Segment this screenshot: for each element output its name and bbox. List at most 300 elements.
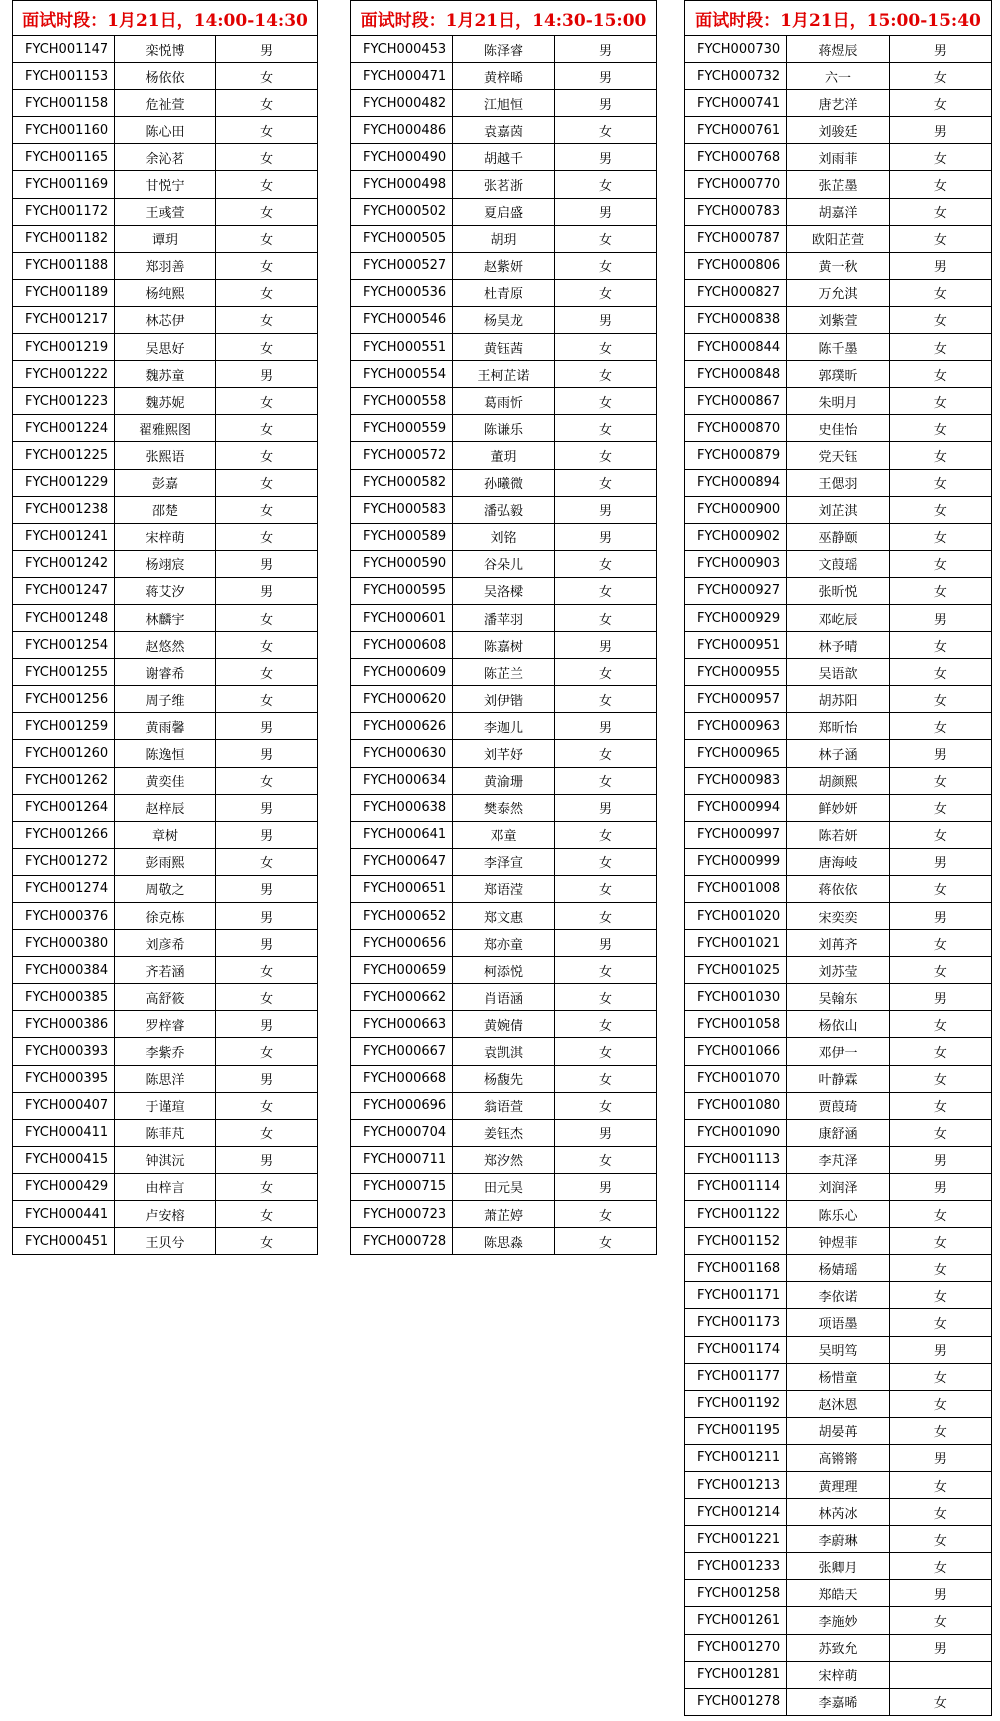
- candidate-gender: 女: [889, 1553, 991, 1580]
- candidate-name: 罗梓睿: [114, 1011, 216, 1038]
- candidate-id: FYCH000867: [685, 388, 787, 415]
- candidate-id: FYCH000505: [351, 225, 453, 252]
- table-row: [685, 523, 992, 550]
- table-row: [685, 1471, 992, 1498]
- session-title: 面试时段：1月21日，14:30-15:00: [351, 1, 657, 36]
- table-row: [13, 550, 318, 577]
- candidate-name: 张昕悦: [787, 577, 889, 604]
- candidate-name: 鲜妙妍: [787, 794, 889, 821]
- candidate-gender: 女: [216, 144, 318, 171]
- candidate-gender: 女: [555, 334, 657, 361]
- candidate-gender: 男: [216, 1011, 318, 1038]
- candidate-id: FYCH001255: [13, 659, 115, 686]
- candidate-name: 黄一秋: [787, 252, 889, 279]
- table-row: [685, 1526, 992, 1553]
- candidate-id: FYCH001153: [13, 63, 115, 90]
- table-row: [685, 686, 992, 713]
- candidate-gender: 男: [555, 198, 657, 225]
- candidate-gender: 女: [889, 686, 991, 713]
- table-row: [685, 252, 992, 279]
- table-row: [685, 1336, 992, 1363]
- candidate-gender: 女: [216, 334, 318, 361]
- candidate-gender: 女: [216, 63, 318, 90]
- candidate-id: FYCH000595: [351, 577, 453, 604]
- candidate-name: 王偲羽: [787, 469, 889, 496]
- table-row: [351, 713, 657, 740]
- table-row: [351, 469, 657, 496]
- table-row: [13, 1011, 318, 1038]
- candidate-gender: 女: [555, 442, 657, 469]
- table-row: [351, 767, 657, 794]
- candidate-name: 李依诺: [787, 1282, 889, 1309]
- table-row: [685, 171, 992, 198]
- candidate-gender: 男: [216, 36, 318, 63]
- table-row: [351, 415, 657, 442]
- candidate-name: 刘骏廷: [787, 117, 889, 144]
- session-table-body: [685, 36, 992, 1716]
- candidate-name: 杨惜童: [787, 1363, 889, 1390]
- candidate-id: FYCH000704: [351, 1119, 453, 1146]
- candidate-name: 李泽宣: [453, 848, 555, 875]
- candidate-gender: 女: [555, 279, 657, 306]
- candidate-id: FYCH000490: [351, 144, 453, 171]
- candidate-name: 康舒涵: [787, 1119, 889, 1146]
- candidate-name: 李芃泽: [787, 1146, 889, 1173]
- candidate-id: FYCH000994: [685, 794, 787, 821]
- candidate-gender: 男: [889, 1444, 991, 1471]
- candidate-name: 谭玥: [114, 225, 216, 252]
- candidate-id: FYCH000848: [685, 361, 787, 388]
- candidate-id: FYCH001238: [13, 496, 115, 523]
- candidate-id: FYCH001171: [685, 1282, 787, 1309]
- candidate-name: 杜青原: [453, 279, 555, 306]
- candidate-id: FYCH001256: [13, 686, 115, 713]
- candidate-gender: 女: [889, 875, 991, 902]
- candidate-gender: 女: [889, 144, 991, 171]
- candidate-name: 杨依依: [114, 63, 216, 90]
- candidate-id: FYCH000983: [685, 767, 787, 794]
- candidate-gender: 女: [555, 1092, 657, 1119]
- table-row: [13, 171, 318, 198]
- candidate-id: FYCH001008: [685, 875, 787, 902]
- candidate-name: 郑皓天: [787, 1580, 889, 1607]
- candidate-id: FYCH001070: [685, 1065, 787, 1092]
- candidate-id: FYCH000783: [685, 198, 787, 225]
- table-row: [685, 713, 992, 740]
- table-row: [685, 306, 992, 333]
- candidate-id: FYCH001189: [13, 279, 115, 306]
- candidate-id: FYCH000609: [351, 659, 453, 686]
- candidate-name: 郑语滢: [453, 875, 555, 902]
- candidate-id: FYCH000582: [351, 469, 453, 496]
- table-row: [351, 1228, 657, 1255]
- candidate-name: 张芷墨: [787, 171, 889, 198]
- table-row: [351, 686, 657, 713]
- table-row: [13, 225, 318, 252]
- candidate-name: 余沁茗: [114, 144, 216, 171]
- candidate-gender: 女: [889, 550, 991, 577]
- candidate-gender: 女: [555, 875, 657, 902]
- candidate-id: FYCH000902: [685, 523, 787, 550]
- table-row: [13, 496, 318, 523]
- candidate-gender: 男: [216, 930, 318, 957]
- candidate-gender: 女: [555, 252, 657, 279]
- candidate-name: 彭雨熙: [114, 848, 216, 875]
- table-row: [685, 659, 992, 686]
- table-row: [13, 659, 318, 686]
- candidate-name: 郑羽善: [114, 252, 216, 279]
- table-row: [685, 903, 992, 930]
- candidate-gender: 男: [216, 1146, 318, 1173]
- candidate-id: FYCH001021: [685, 930, 787, 957]
- candidate-name: 王柯芷诺: [453, 361, 555, 388]
- candidate-id: FYCH001272: [13, 848, 115, 875]
- candidate-id: FYCH001229: [13, 469, 115, 496]
- candidate-gender: 女: [889, 1201, 991, 1228]
- candidate-gender: 女: [889, 1363, 991, 1390]
- candidate-gender: 男: [555, 632, 657, 659]
- candidate-id: FYCH001224: [13, 415, 115, 442]
- candidate-gender: [889, 1661, 991, 1688]
- candidate-name: 林芮冰: [787, 1499, 889, 1526]
- candidate-name: 黄雨馨: [114, 713, 216, 740]
- candidate-id: FYCH000502: [351, 198, 453, 225]
- candidate-gender: 女: [889, 1688, 991, 1715]
- table-row: [351, 659, 657, 686]
- candidate-id: FYCH000536: [351, 279, 453, 306]
- candidate-name: 郑汐然: [453, 1146, 555, 1173]
- table-row: [685, 632, 992, 659]
- table-row: [13, 767, 318, 794]
- candidate-id: FYCH000583: [351, 496, 453, 523]
- candidate-name: 蒋依依: [787, 875, 889, 902]
- table-row: [351, 1038, 657, 1065]
- table-row: [13, 306, 318, 333]
- table-row: [351, 632, 657, 659]
- candidate-gender: 女: [889, 821, 991, 848]
- candidate-name: 黄婉倩: [453, 1011, 555, 1038]
- candidate-name: 赵沐恩: [787, 1390, 889, 1417]
- candidate-gender: 男: [555, 496, 657, 523]
- candidate-id: FYCH001254: [13, 632, 115, 659]
- candidate-gender: 女: [889, 930, 991, 957]
- table-row: [351, 496, 657, 523]
- candidate-name: 吴翰东: [787, 984, 889, 1011]
- candidate-name: 魏苏妮: [114, 388, 216, 415]
- candidate-gender: 男: [216, 361, 318, 388]
- table-row: [685, 1553, 992, 1580]
- table-row: [13, 1146, 318, 1173]
- candidate-name: 葛雨忻: [453, 388, 555, 415]
- candidate-gender: 男: [889, 740, 991, 767]
- table-row: [13, 1173, 318, 1200]
- candidate-id: FYCH000965: [685, 740, 787, 767]
- candidate-gender: 女: [889, 63, 991, 90]
- candidate-id: FYCH001281: [685, 1661, 787, 1688]
- candidate-name: 胡苏阳: [787, 686, 889, 713]
- candidate-gender: 女: [889, 1065, 991, 1092]
- table-row: [685, 1119, 992, 1146]
- candidate-name: 李紫乔: [114, 1038, 216, 1065]
- candidate-gender: 女: [555, 1228, 657, 1255]
- candidate-name: 栾悦博: [114, 36, 216, 63]
- candidate-gender: 男: [555, 794, 657, 821]
- candidate-name: 张熙语: [114, 442, 216, 469]
- candidate-id: FYCH001174: [685, 1336, 787, 1363]
- candidate-gender: 女: [216, 767, 318, 794]
- session-table: [12, 0, 318, 1255]
- table-row: [351, 1173, 657, 1200]
- candidate-id: FYCH001270: [685, 1634, 787, 1661]
- candidate-id: FYCH000471: [351, 63, 453, 90]
- candidate-name: 刘紫萱: [787, 306, 889, 333]
- candidate-id: FYCH001241: [13, 523, 115, 550]
- candidate-name: 杨馥先: [453, 1065, 555, 1092]
- candidate-gender: 女: [555, 388, 657, 415]
- table-row: [13, 279, 318, 306]
- candidate-name: 陈谦乐: [453, 415, 555, 442]
- candidate-name: 吴思好: [114, 334, 216, 361]
- candidate-name: 胡嘉洋: [787, 198, 889, 225]
- candidate-id: FYCH000411: [13, 1119, 115, 1146]
- candidate-id: FYCH001160: [13, 117, 115, 144]
- candidate-name: 刘伊锴: [453, 686, 555, 713]
- candidate-id: FYCH001247: [13, 577, 115, 604]
- candidate-gender: 女: [889, 469, 991, 496]
- candidate-name: 陈千墨: [787, 334, 889, 361]
- candidate-id: FYCH000963: [685, 713, 787, 740]
- table-row: [13, 713, 318, 740]
- candidate-id: FYCH000630: [351, 740, 453, 767]
- candidate-gender: 男: [889, 848, 991, 875]
- candidate-gender: 女: [555, 550, 657, 577]
- session-title: 面试时段：1月21日，14:00-14:30: [13, 1, 318, 36]
- candidate-gender: 女: [889, 1607, 991, 1634]
- candidate-gender: 男: [216, 577, 318, 604]
- candidate-id: FYCH001214: [685, 1499, 787, 1526]
- table-row: [351, 334, 657, 361]
- candidate-gender: 女: [889, 767, 991, 794]
- candidate-name: 唐艺洋: [787, 90, 889, 117]
- table-row: [351, 1201, 657, 1228]
- candidate-id: FYCH000999: [685, 848, 787, 875]
- table-row: [685, 875, 992, 902]
- candidate-id: FYCH001090: [685, 1119, 787, 1146]
- candidate-gender: 女: [555, 848, 657, 875]
- candidate-gender: 女: [216, 415, 318, 442]
- candidate-id: FYCH000376: [13, 903, 115, 930]
- candidate-id: FYCH001262: [13, 767, 115, 794]
- candidate-id: FYCH000558: [351, 388, 453, 415]
- table-row: [685, 415, 992, 442]
- table-row: [13, 252, 318, 279]
- candidate-name: 宋梓萌: [787, 1661, 889, 1688]
- candidate-name: 刘苏莹: [787, 957, 889, 984]
- table-row: [351, 388, 657, 415]
- table-row: [685, 1065, 992, 1092]
- candidate-name: 江旭恒: [453, 90, 555, 117]
- table-row: [685, 1499, 992, 1526]
- candidate-name: 邓屹辰: [787, 604, 889, 631]
- candidate-gender: 女: [555, 469, 657, 496]
- candidate-gender: 女: [216, 442, 318, 469]
- table-row: [13, 848, 318, 875]
- candidate-gender: 男: [216, 875, 318, 902]
- candidate-gender: 女: [555, 686, 657, 713]
- candidate-id: FYCH000806: [685, 252, 787, 279]
- candidate-id: FYCH000620: [351, 686, 453, 713]
- candidate-id: FYCH001223: [13, 388, 115, 415]
- table-row: [13, 577, 318, 604]
- candidate-name: 郑文惠: [453, 903, 555, 930]
- table-row: [13, 144, 318, 171]
- table-row: [685, 794, 992, 821]
- table-row: [13, 36, 318, 63]
- table-row: [351, 117, 657, 144]
- candidate-name: 叶静霖: [787, 1065, 889, 1092]
- candidate-gender: 女: [889, 171, 991, 198]
- table-row: [13, 117, 318, 144]
- candidate-id: FYCH001169: [13, 171, 115, 198]
- table-row: [685, 821, 992, 848]
- candidate-gender: 女: [889, 496, 991, 523]
- table-row: [351, 225, 657, 252]
- table-row: [13, 442, 318, 469]
- table-row: [351, 361, 657, 388]
- candidate-gender: 女: [889, 957, 991, 984]
- candidate-gender: 女: [555, 740, 657, 767]
- candidate-name: 赵紫妍: [453, 252, 555, 279]
- table-row: [351, 1119, 657, 1146]
- candidate-name: 宋梓萌: [114, 523, 216, 550]
- candidate-name: 贾葭琦: [787, 1092, 889, 1119]
- candidate-gender: 男: [889, 1336, 991, 1363]
- candidate-gender: 女: [555, 767, 657, 794]
- candidate-name: 杨纯熙: [114, 279, 216, 306]
- candidate-id: FYCH000732: [685, 63, 787, 90]
- table-row: [351, 1092, 657, 1119]
- candidate-name: 邓伊一: [787, 1038, 889, 1065]
- candidate-id: FYCH000451: [13, 1228, 115, 1255]
- table-row: [13, 469, 318, 496]
- candidate-id: FYCH000728: [351, 1228, 453, 1255]
- table-row: [685, 848, 992, 875]
- table-row: [685, 550, 992, 577]
- table-row: [685, 1580, 992, 1607]
- table-row: [351, 252, 657, 279]
- candidate-id: FYCH000730: [685, 36, 787, 63]
- candidate-name: 吴明笃: [787, 1336, 889, 1363]
- candidate-id: FYCH000659: [351, 957, 453, 984]
- candidate-id: FYCH000641: [351, 821, 453, 848]
- session-column-3: [684, 0, 992, 1716]
- candidate-gender: 男: [889, 604, 991, 631]
- candidate-gender: 男: [216, 713, 318, 740]
- candidate-name: 由梓言: [114, 1173, 216, 1200]
- candidate-name: 党天钰: [787, 442, 889, 469]
- candidate-gender: 女: [216, 984, 318, 1011]
- candidate-id: FYCH000380: [13, 930, 115, 957]
- candidate-name: 萧芷婷: [453, 1201, 555, 1228]
- candidate-name: 刘铭: [453, 523, 555, 550]
- candidate-name: 黄理理: [787, 1471, 889, 1498]
- table-row: [351, 36, 657, 63]
- candidate-id: FYCH000647: [351, 848, 453, 875]
- table-row: [685, 1607, 992, 1634]
- candidate-name: 卢安榕: [114, 1201, 216, 1228]
- candidate-gender: 女: [555, 225, 657, 252]
- candidate-gender: 女: [889, 1282, 991, 1309]
- candidate-gender: 男: [216, 740, 318, 767]
- candidate-id: FYCH000638: [351, 794, 453, 821]
- candidate-id: FYCH000407: [13, 1092, 115, 1119]
- candidate-id: FYCH001195: [685, 1417, 787, 1444]
- candidate-id: FYCH001260: [13, 740, 115, 767]
- candidate-id: FYCH000770: [685, 171, 787, 198]
- candidate-name: 徐克栋: [114, 903, 216, 930]
- table-row: [351, 821, 657, 848]
- table-row: [685, 361, 992, 388]
- candidate-gender: 女: [889, 90, 991, 117]
- table-row: [351, 903, 657, 930]
- session-title: 面试时段：1月21日，15:00-15:40: [685, 1, 992, 36]
- table-row: [13, 90, 318, 117]
- candidate-gender: 女: [555, 1146, 657, 1173]
- candidate-name: 项语墨: [787, 1309, 889, 1336]
- candidate-id: FYCH001147: [13, 36, 115, 63]
- table-row: [351, 848, 657, 875]
- candidate-name: 林子涵: [787, 740, 889, 767]
- candidate-id: FYCH001025: [685, 957, 787, 984]
- candidate-id: FYCH000651: [351, 875, 453, 902]
- table-row: [685, 957, 992, 984]
- table-row: [685, 1011, 992, 1038]
- candidate-name: 胡晏苒: [787, 1417, 889, 1444]
- table-row: [13, 361, 318, 388]
- candidate-id: FYCH000955: [685, 659, 787, 686]
- table-row: [685, 334, 992, 361]
- table-row: [13, 1119, 318, 1146]
- session-table-body: [13, 36, 318, 1255]
- table-row: [685, 1661, 992, 1688]
- candidate-name: 巫静颐: [787, 523, 889, 550]
- candidate-id: FYCH000879: [685, 442, 787, 469]
- table-row: [13, 1038, 318, 1065]
- candidate-id: FYCH001264: [13, 794, 115, 821]
- candidate-id: FYCH000827: [685, 279, 787, 306]
- candidate-id: FYCH000951: [685, 632, 787, 659]
- table-row: [351, 604, 657, 631]
- candidate-id: FYCH001222: [13, 361, 115, 388]
- table-row: [13, 740, 318, 767]
- candidate-name: 陈逸恒: [114, 740, 216, 767]
- candidate-name: 赵梓辰: [114, 794, 216, 821]
- session-column-2: [350, 0, 657, 1255]
- candidate-gender: 男: [216, 903, 318, 930]
- table-row: [13, 198, 318, 225]
- candidate-gender: 女: [889, 1526, 991, 1553]
- table-row: [13, 930, 318, 957]
- table-row: [13, 388, 318, 415]
- candidate-name: 潘苹羽: [453, 604, 555, 631]
- candidate-name: 陈乐心: [787, 1201, 889, 1228]
- table-row: [13, 794, 318, 821]
- candidate-name: 李嘉晞: [787, 1688, 889, 1715]
- candidate-gender: 男: [555, 930, 657, 957]
- candidate-gender: 男: [555, 306, 657, 333]
- candidate-name: 陈思洋: [114, 1065, 216, 1092]
- candidate-id: FYCH000482: [351, 90, 453, 117]
